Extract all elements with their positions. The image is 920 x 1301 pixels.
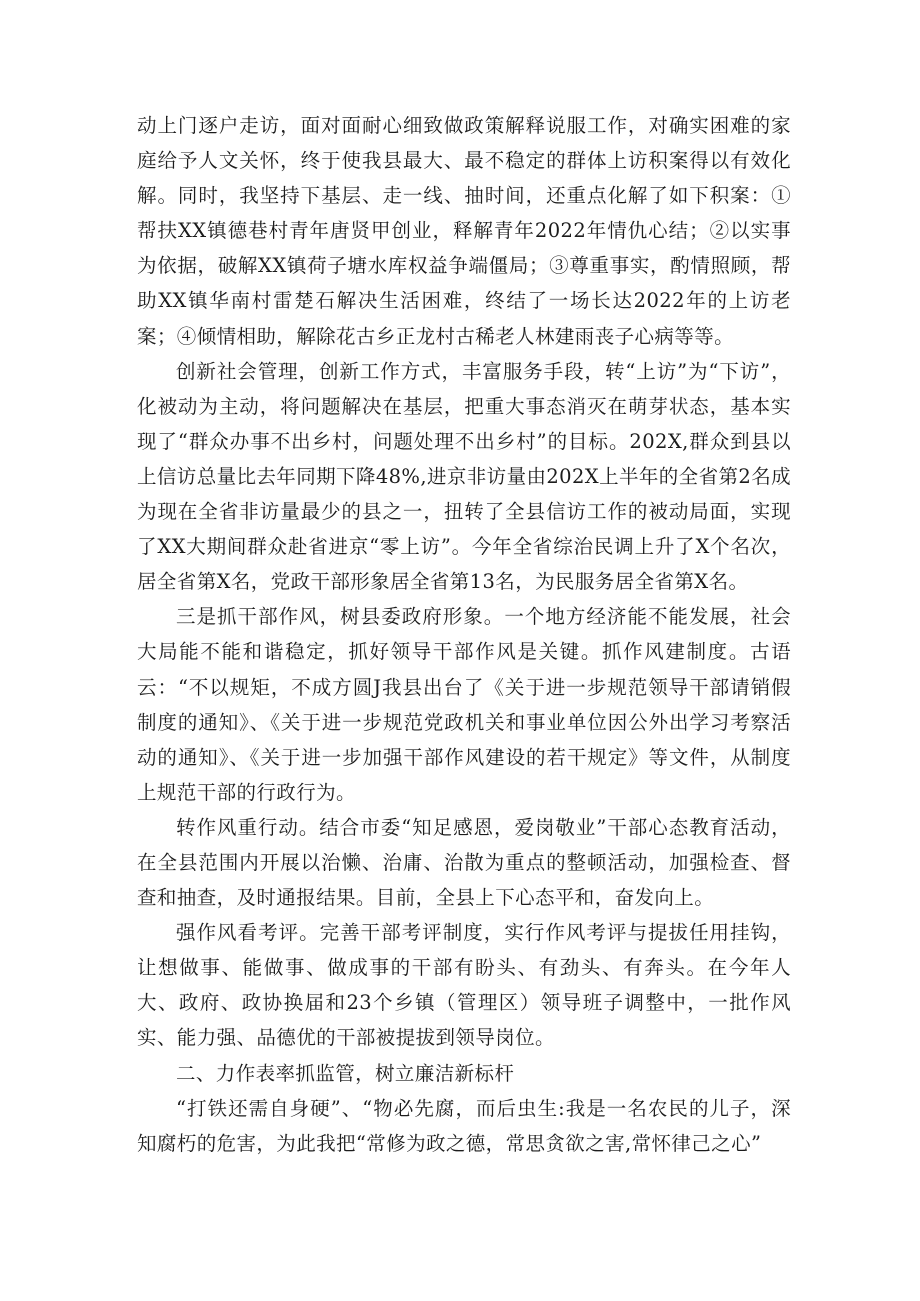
document-page bbox=[137, 108, 791, 1161]
paragraph-7: “打铁还需自身硬”、“物必先腐，而后虫生:我是一名农民的儿子，深知腐朽的危害，为此我把“常修为政之德，常思贪欲之害,常怀律己之心” bbox=[137, 1096, 791, 1155]
paragraph-5: 强作风看考评。完善干部考评制度，实行作风考评与提拔任用挂钩，让想做事、能做事、做成事的干部有盼头、有劲头、有奔头。在今年人大、政府、政协换届和23个乡镇（管理区）领导班子调整中，一批作风实、能力强、品德优的干部被提拔到领导岗位。 bbox=[137, 921, 791, 1050]
paragraph-4: 转作风重行动。结合市委“知足感恩，爱岗敬业”干部心态教育活动，在全县范围内开展以治懒、治庸、治散为重点的整顿活动，加强检查、督查和抽查，及时通报结果。目前，全县上下心态平和，奋发向上。 bbox=[137, 815, 791, 910]
paragraph-1: 动上门逐户走访，面对面耐心细致做政策解释说服工作，对确实困难的家庭给予人文关怀，终于使我县最大、最不稳定的群体上访积案得以有效化解。同时，我坚持下基层、走一线、抽时间，还重点化解了如下积案：①帮扶XX镇德巷村青年唐贤甲创业，释解青年2022年情仇心结；②以实事为依据，破解XX镇荷子塘水库权益争端僵局；③尊重事实，酌情照顾，帮助XX镇华南村雷楚石解决生活困难，终结了一场长达2022年的上访老案；④倾情相助，解除花古乡正龙村古稀老人林建雨丧子心病等等。 bbox=[137, 114, 791, 348]
paragraph-2: 创新社会管理，创新工作方式，丰富服务手段，转“上访”为“下访”，化被动为主动，将问题解决在基层，把重大事态消灭在萌芽状态，基本实现了“群众办事不出乡村，问题处理不出乡村”的目标。202X,群众到县以上信访总量比去年同期下降48%,进京非访量由202X上半年的全省第2名成为现在全省非访量最少的县之一，扭转了全县信访工作的被动局面，实现了XX大期间群众赴省进京“零上访”。今年全省综治民调上升了X个名次，居全省第X名，党政干部形象居全省第13名，为民服务居全省第X名。 bbox=[137, 359, 791, 594]
paragraph-3: 三是抓干部作风，树县委政府形象。一个地方经济能不能发展，社会大局能不能和谐稳定，抓好领导干部作风是关键。抓作风建制度。古语云：“不以规矩，不成方圆J我县出台了《关于进一步规范领导干部请销假制度的通知》、《关于进一步规范党政机关和事业单位因公外出学习考察活动的通知》、《关于进一步加强干部作风建设的若干规定》等文件，从制度上规范干部的行政行为。 bbox=[137, 605, 791, 804]
section-heading: 二、力作表率抓监管，树立廉洁新标杆 bbox=[176, 1061, 515, 1085]
